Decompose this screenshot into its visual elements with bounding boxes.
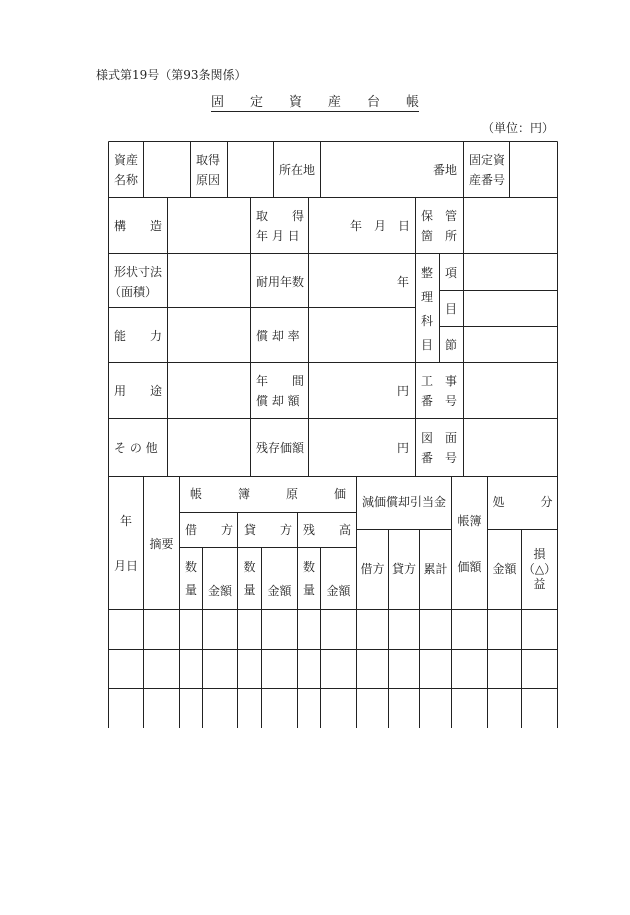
amount-header: 金額 bbox=[326, 584, 351, 598]
acquisition-cause-label: 原因 bbox=[196, 173, 221, 187]
disposal-amount-header: 金額 bbox=[492, 562, 517, 576]
acquisition-date-label: 年 月 日 bbox=[256, 229, 300, 243]
annual-depreciation-label: 償 却 額 bbox=[256, 394, 300, 408]
account-item-label: 整 bbox=[421, 266, 434, 280]
capacity-label: 能 力 bbox=[114, 329, 163, 343]
depreciation-reserve-header: 減価償却引当金 bbox=[361, 495, 446, 509]
acquisition-cause-label: 取得 bbox=[196, 153, 221, 167]
quantity-header: 数 bbox=[302, 560, 315, 574]
asset-number-label: 固定資 bbox=[469, 153, 506, 167]
quantity-header: 量 bbox=[184, 583, 197, 597]
summary-column-header: 摘要 bbox=[149, 537, 174, 551]
asset-number-label: 産番号 bbox=[469, 173, 506, 187]
unit-label: （単位：円） bbox=[482, 121, 555, 135]
kou-label: 項 bbox=[445, 266, 458, 280]
gain-loss-header: 益 bbox=[533, 577, 546, 591]
date-column-header: 月日 bbox=[113, 559, 138, 573]
asset-name-label: 資産 bbox=[114, 153, 139, 167]
depreciation-credit-header: 貸方 bbox=[391, 562, 416, 576]
quantity-header: 量 bbox=[243, 583, 256, 597]
book-value-header: 帳 簿 原 価 bbox=[189, 487, 346, 501]
acquisition-date-label: 取 得 bbox=[256, 209, 305, 223]
drawing-number-label: 図 面 bbox=[421, 431, 458, 445]
balance-header: 残 高 bbox=[303, 523, 352, 537]
structure-label: 構 造 bbox=[114, 219, 163, 233]
form-label: 様式第19号（第93条関係） bbox=[96, 68, 247, 82]
amount-header: 金額 bbox=[207, 584, 232, 598]
use-label: 用 途 bbox=[114, 384, 163, 398]
account-item-label: 科 bbox=[421, 314, 434, 328]
lot-number-label: 番地 bbox=[433, 163, 458, 177]
disposal-header: 処 分 bbox=[492, 495, 553, 509]
shape-dimension-label: 形状寸法 bbox=[114, 265, 163, 279]
location-label: 所在地 bbox=[279, 163, 316, 177]
gain-loss-header: 損 bbox=[533, 547, 546, 561]
shape-dimension-label: （面積） bbox=[109, 285, 158, 299]
book-price-header: 帳簿 bbox=[457, 514, 482, 528]
drawing-number-label: 番 号 bbox=[421, 451, 458, 465]
date-column-header: 年 bbox=[119, 514, 132, 528]
work-number-label: 工 事 bbox=[421, 374, 458, 388]
depreciation-debit-header: 借方 bbox=[360, 562, 385, 576]
useful-life-label: 耐用年数 bbox=[256, 275, 305, 289]
ymd-label: 年 月 日 bbox=[350, 219, 411, 233]
setsu-label: 節 bbox=[445, 338, 458, 352]
asset-name-label: 名称 bbox=[114, 173, 139, 187]
year-unit-label: 年 bbox=[397, 275, 410, 289]
work-number-label: 番 号 bbox=[421, 394, 458, 408]
annual-depreciation-label: 年 間 bbox=[256, 374, 305, 388]
depreciation-total-header: 累計 bbox=[423, 562, 448, 576]
depreciation-rate-label: 償 却 率 bbox=[256, 329, 300, 343]
quantity-header: 量 bbox=[302, 583, 315, 597]
custody-location-label: 箇 所 bbox=[421, 229, 458, 243]
credit-header: 貸 方 bbox=[244, 523, 293, 537]
custody-location-label: 保 管 bbox=[421, 209, 458, 223]
account-item-label: 理 bbox=[421, 290, 434, 304]
amount-header: 金額 bbox=[267, 584, 292, 598]
other-label: そ の 他 bbox=[114, 441, 158, 455]
gain-loss-header: （△） bbox=[522, 562, 557, 576]
moku-label: 目 bbox=[445, 302, 458, 316]
residual-value-label: 残存価額 bbox=[256, 441, 305, 455]
yen-unit-label: 円 bbox=[397, 441, 410, 455]
quantity-header: 数 bbox=[243, 560, 256, 574]
quantity-header: 数 bbox=[184, 560, 197, 574]
yen-unit-label: 円 bbox=[397, 384, 410, 398]
book-price-header: 価額 bbox=[457, 560, 482, 574]
account-item-label: 目 bbox=[421, 338, 434, 352]
page-title: 固 定 資 産 台 帳 bbox=[210, 95, 419, 110]
debit-header: 借 方 bbox=[185, 523, 234, 537]
